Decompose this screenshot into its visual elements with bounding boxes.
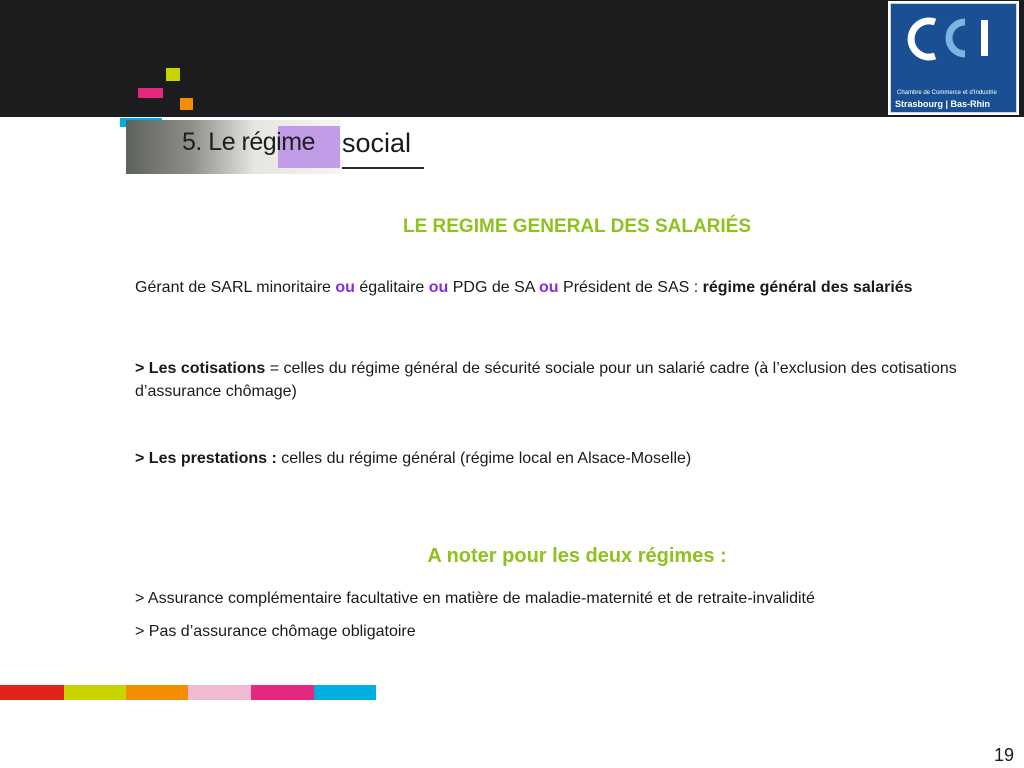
intro-ou-2: ou bbox=[428, 279, 449, 296]
intro-text-2: égalitaire bbox=[354, 279, 429, 296]
prestations-prefix: > bbox=[135, 450, 149, 467]
cci-logo-mark-icon bbox=[905, 12, 1001, 72]
header-bar bbox=[0, 0, 1024, 117]
stripe-magenta bbox=[251, 685, 314, 700]
intro-text-3: PDG de SA bbox=[448, 279, 540, 296]
logo-letters: CCI bbox=[905, 12, 907, 13]
deco-square-pink bbox=[138, 88, 163, 98]
logo-chamber-text: Chambre de Commerce et d'Industrie bbox=[897, 90, 997, 96]
intro-bold: régime général des salariés bbox=[702, 279, 913, 296]
cotisations-text: = celles du régime général de sécurité sociale pour un salarié cadre (à l’exclusion des cotisations d’assurance chômage) bbox=[135, 360, 957, 400]
stripe-orange bbox=[126, 685, 188, 700]
deco-square-green bbox=[166, 68, 180, 81]
prestations-label: Les prestations : bbox=[148, 450, 277, 467]
intro-text-4: Président de SAS : bbox=[558, 279, 703, 296]
intro-ou-3: ou bbox=[539, 279, 559, 296]
main-heading: LE REGIME GENERAL DES SALARIÉS bbox=[402, 216, 752, 237]
page-number: 19 bbox=[993, 745, 1014, 765]
logo-location-text: Strasbourg | Bas-Rhin bbox=[895, 99, 991, 109]
stripe-lime bbox=[64, 685, 126, 700]
deco-square-orange bbox=[180, 98, 193, 110]
section-title-banner bbox=[126, 120, 424, 174]
title-underline bbox=[342, 167, 424, 169]
stripe-cyan bbox=[314, 685, 376, 700]
note-heading: A noter pour les deux régimes : bbox=[427, 545, 727, 567]
cotisations-paragraph bbox=[135, 357, 1005, 403]
intro-ou-1: ou bbox=[335, 279, 355, 296]
cci-logo bbox=[888, 1, 1019, 115]
section-title-right: social bbox=[342, 128, 412, 158]
note-item-1: > Assurance complémentaire facultative en matière de maladie-maternité et de retraite-invalidité bbox=[135, 590, 815, 607]
note-item-2: > Pas d’assurance chômage obligatoire bbox=[135, 623, 416, 640]
intro-text-1: Gérant de SARL minoritaire bbox=[135, 279, 336, 296]
prestations-paragraph bbox=[135, 447, 1005, 470]
stripe-lightpink bbox=[188, 685, 251, 700]
cotisations-label: Les cotisations bbox=[148, 360, 266, 377]
stripe-red bbox=[0, 685, 64, 700]
section-title-left: 5. Le régime bbox=[182, 128, 315, 156]
prestations-text: celles du régime général (régime local en Alsace-Moselle) bbox=[276, 450, 692, 467]
intro-paragraph bbox=[135, 276, 1005, 299]
cotisations-prefix: > bbox=[135, 360, 149, 377]
